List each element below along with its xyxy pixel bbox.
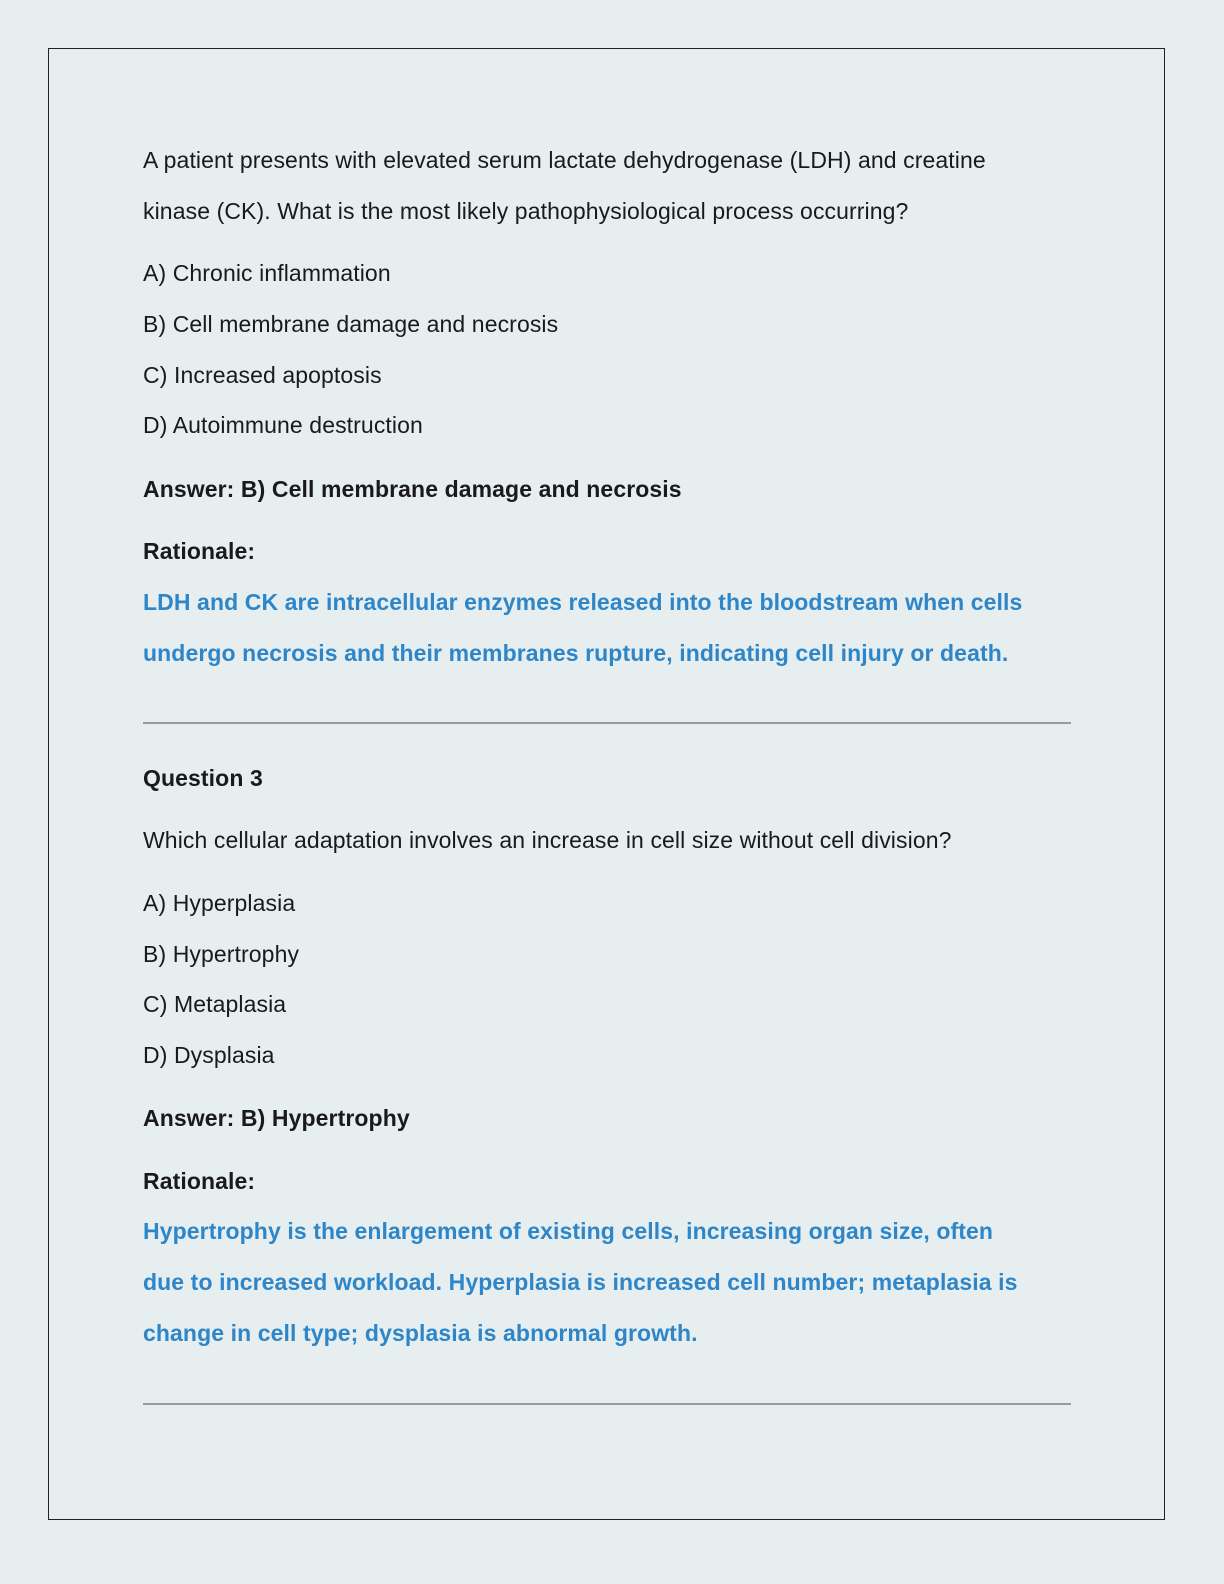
question-3-option-a: A) Hyperplasia [143, 890, 296, 916]
question-2-option-a: A) Chronic inflammation [143, 260, 391, 286]
question-2-rationale-line-2: undergo necrosis and their membranes rupture, indicating cell injury or death. [143, 640, 1009, 666]
question-3-rationale-line-2: due to increased workload. Hyperplasia is increased cell number; metaplasia is [143, 1269, 1018, 1295]
question-3-stem: Which cellular adaptation involves an increase in cell size without cell division? [143, 827, 952, 853]
question-2-answer: Answer: B) Cell membrane damage and necrosis [143, 476, 682, 502]
question-2-option-b: B) Cell membrane damage and necrosis [143, 311, 559, 337]
question-2-stem-line-1: A patient presents with elevated serum lactate dehydrogenase (LDH) and creatine [143, 147, 986, 173]
question-3-rationale-line-3: change in cell type; dysplasia is abnormal growth. [143, 1320, 698, 1346]
question-3-answer: Answer: B) Hypertrophy [143, 1105, 410, 1131]
question-2-option-c: C) Increased apoptosis [143, 362, 382, 388]
question-3-rationale-line-1: Hypertrophy is the enlargement of existing cells, increasing organ size, often [143, 1218, 994, 1244]
question-3-heading: Question 3 [143, 765, 263, 791]
question-2-stem-line-2: kinase (CK). What is the most likely pathophysiological process occurring? [143, 198, 909, 224]
section-divider [143, 722, 1071, 724]
question-2-option-d: D) Autoimmune destruction [143, 412, 423, 438]
question-3-option-b: B) Hypertrophy [143, 941, 300, 967]
question-2-rationale-line-1: LDH and CK are intracellular enzymes released into the bloodstream when cells [143, 589, 1023, 615]
section-divider [143, 1403, 1071, 1405]
question-3-rationale-label: Rationale: [143, 1168, 256, 1194]
question-3-option-d: D) Dysplasia [143, 1042, 275, 1068]
question-3-option-c: C) Metaplasia [143, 991, 287, 1017]
question-2-rationale-label: Rationale: [143, 538, 256, 564]
